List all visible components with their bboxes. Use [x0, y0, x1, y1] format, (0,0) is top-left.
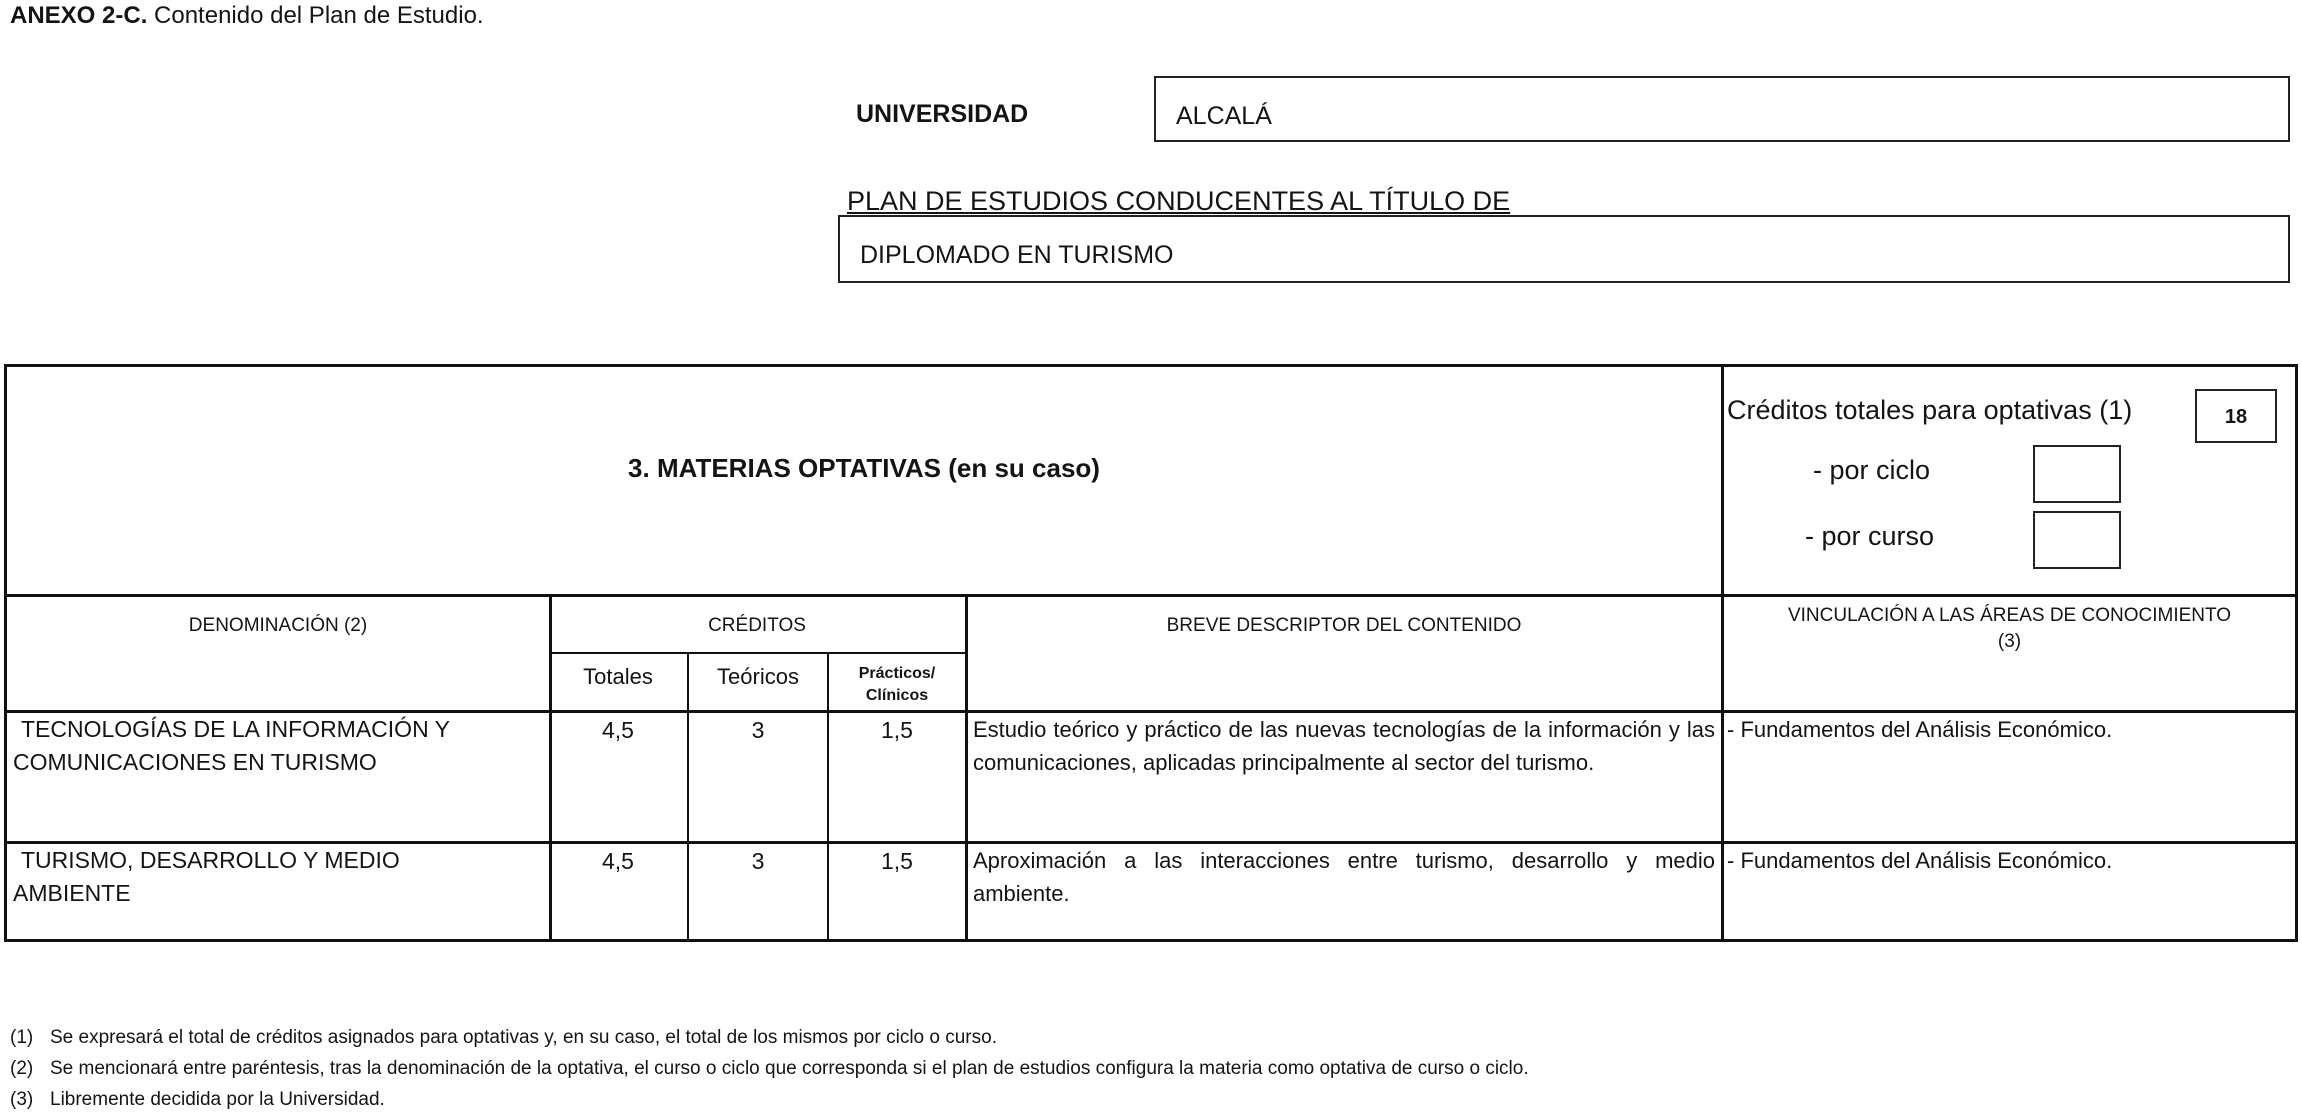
- footnote-number: (3): [10, 1089, 34, 1110]
- header-practicos: [829, 663, 965, 707]
- footnote: [10, 1084, 1529, 1115]
- por-curso-box: [2033, 511, 2121, 569]
- row-1-name-line2: COMUNICACIONES EN TURISMO: [13, 749, 377, 775]
- header-creditos: CRÉDITOS: [708, 615, 806, 636]
- plan-value: DIPLOMADO EN TURISMO: [860, 241, 1174, 269]
- plan-field: [838, 215, 2290, 283]
- university-field: [1154, 76, 2290, 142]
- university-value: ALCALÁ: [1176, 102, 1272, 130]
- footnotes: [10, 1022, 1529, 1115]
- row-2-totales: 4,5: [602, 848, 634, 874]
- row-1-practicos: 1,5: [881, 717, 913, 743]
- row-1-vinculacion: - Fundamentos del Análisis Económico.: [1727, 717, 2113, 742]
- row-2-practicos: 1,5: [881, 848, 913, 874]
- optativas-total-value: 18: [2195, 389, 2277, 443]
- footnote-text: Se mencionará entre paréntesis, tras la denominación de la optativa, el curso o ciclo que corresponda si el plan de estudios configura la materia como optativa de curso o ciclo.: [50, 1058, 1529, 1079]
- row-2-name-line1: TURISMO, DESARROLLO Y MEDIO: [21, 847, 400, 873]
- footnote-text: Libremente decidida por la Universidad.: [50, 1089, 385, 1110]
- footnote-number: (1): [10, 1027, 34, 1048]
- footnote-number: (2): [10, 1058, 34, 1079]
- row-1-denominacion: [13, 713, 545, 779]
- row-1-totales: 4,5: [602, 717, 634, 743]
- por-curso-label: - por curso: [1805, 521, 1935, 551]
- header-vinculacion-line2: (3): [1997, 631, 2022, 652]
- creditos-subheader-line: [549, 652, 965, 654]
- header-totales: Totales: [583, 664, 653, 689]
- header-denominacion: DENOMINACIÓN (2): [188, 615, 368, 636]
- plan-label: PLAN DE ESTUDIOS CONDUCENTES AL TÍTULO DE: [847, 186, 1511, 216]
- university-label: UNIVERSIDAD: [856, 100, 1029, 128]
- por-ciclo-label: - por ciclo: [1813, 455, 1931, 485]
- col-divider-totales: [687, 652, 689, 939]
- row-2-teoricos: 3: [751, 848, 765, 874]
- header-practicos-line2: Clínicos: [865, 687, 929, 704]
- row-1-name-line1: TECNOLOGÍAS DE LA INFORMACIÓN Y: [21, 716, 450, 742]
- section-title: 3. MATERIAS OPTATIVAS (en su caso): [628, 453, 1100, 483]
- col-divider-2: [965, 594, 968, 939]
- por-ciclo-box: [2033, 445, 2121, 503]
- header-descriptor: BREVE DESCRIPTOR DEL CONTENIDO: [1166, 615, 1522, 636]
- header-practicos-line1: Prácticos/: [858, 665, 936, 682]
- row-2-name-line2: AMBIENTE: [13, 880, 131, 906]
- row-2-descriptor: Aproximación a las interacciones entre turismo, desarrollo y medio ambiente.: [973, 848, 1715, 906]
- footnote: [10, 1022, 1529, 1053]
- annex-title: ANEXO 2-C. Contenido del Plan de Estudio.: [10, 2, 484, 29]
- footnote: [10, 1053, 1529, 1084]
- optativas-table: [4, 364, 2298, 942]
- row-1-descriptor: Estudio teórico y práctico de las nuevas tecnologías de la información y las comunicaciones, aplicadas principalmente al sector del turismo.: [973, 717, 1715, 775]
- header-teoricos: Teóricos: [717, 664, 799, 689]
- footnote-text: Se expresará el total de créditos asignados para optativas y, en su caso, el total de los mismos por ciclo o curso.: [50, 1027, 997, 1048]
- header-vinculacion: [1724, 603, 2295, 655]
- optativas-total-label: Créditos totales para optativas (1): [1727, 395, 2133, 425]
- row-1-teoricos: 3: [751, 717, 765, 743]
- col-divider-1: [549, 594, 552, 939]
- header-divider: [7, 594, 2295, 597]
- header-vinculacion-line1: VINCULACIÓN A LAS ÁREAS DE CONOCIMIENTO: [1787, 605, 2232, 626]
- row-2-vinculacion: - Fundamentos del Análisis Económico.: [1727, 848, 2113, 873]
- row-2-denominacion: [13, 844, 545, 910]
